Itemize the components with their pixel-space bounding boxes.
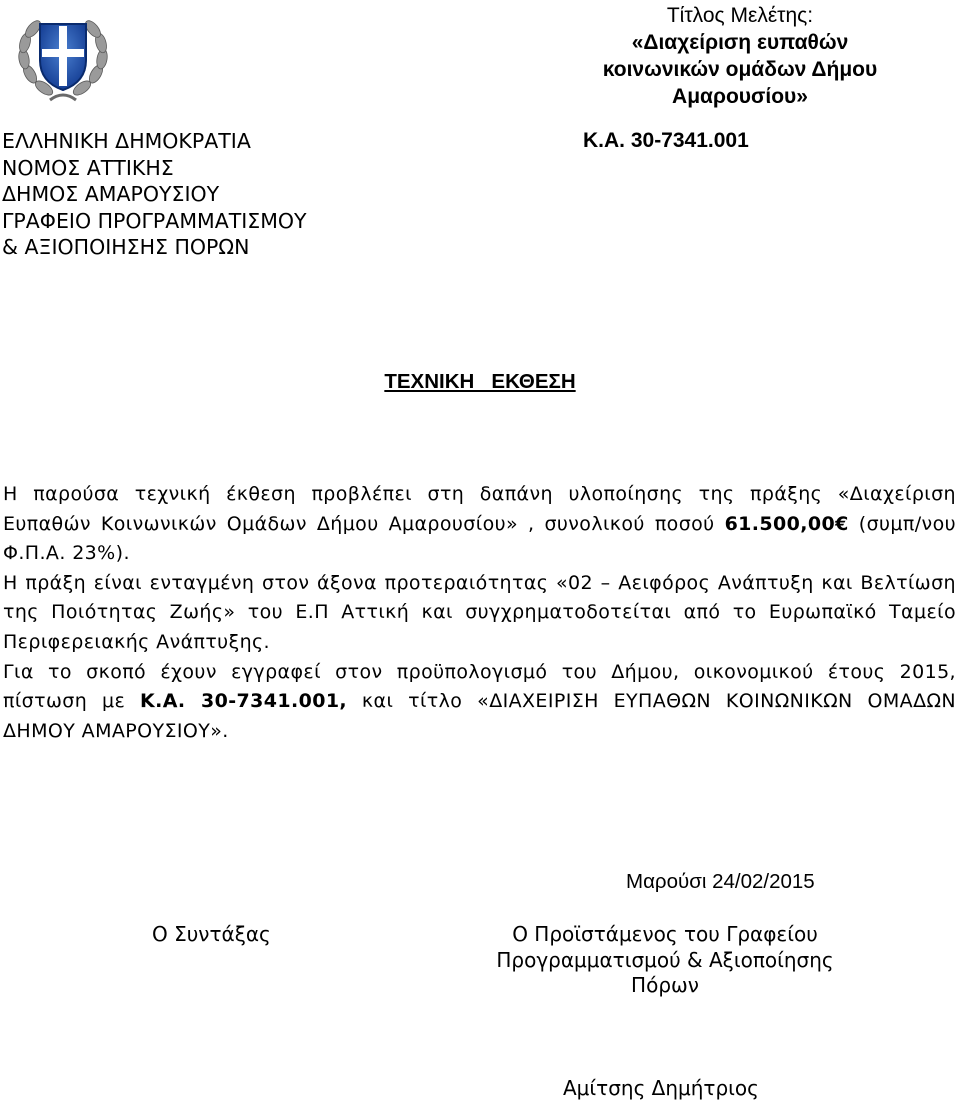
signer-name: Αμίτσης Δημήτριος — [563, 1076, 759, 1100]
place-date: Μαρούσι 24/02/2015 — [626, 870, 815, 893]
authority-line: ΓΡΑΦΕΙΟ ΠΡΟΓΡΑΜΜΑΤΙΣΜΟΥ — [2, 208, 307, 233]
study-title-block — [550, 2, 930, 110]
authority-line: ΕΛΛΗΝΙΚΗ ΔΗΜΟΚΡΑΤΙΑ — [2, 129, 251, 153]
authority-line: ΝΟΜΟΣ ΑΤΤΙΚΗΣ — [2, 155, 174, 180]
office-head-line: Πόρων — [631, 973, 699, 997]
report-body — [3, 480, 956, 746]
document-title: ΤΕΧΝΙΚΗ ΕΚΘΕΣΗ — [384, 370, 576, 393]
authority-line: ΔΗΜΟΣ ΑΜΑΡΟΥΣΙΟΥ — [2, 182, 220, 206]
office-head-line: Ο Προϊστάμενος του Γραφείου — [512, 922, 818, 946]
budget-code: Κ.Α. 30-7341.001 — [583, 129, 749, 152]
composer-label: Ο Συντάξας — [152, 922, 271, 946]
study-title-line: Αμαρουσίου» — [672, 85, 808, 108]
budget-code-inline: Κ.Α. 30-7341.001, — [140, 690, 348, 713]
paragraph-budget: Για το σκοπό έχουν εγγραφεί στον προϋπολογισμό του Δήμου, οικονομικού έτους 2015, πίστωση με Κ.Α. 30-7341.001, και τίτλο «ΔΙΑΧΕΙΡΙΣΗ ΕΥΠΑΘΩΝ ΚΟΙΝΩΝΙΚΩΝ ΟΜΑΔΩΝ ΔΗΜΟΥ ΑΜΑΡΟΥΣΙΟΥ». — [3, 660, 956, 742]
office-head-line: Προγραμματισμού & Αξιοποίησης — [496, 947, 834, 972]
study-title-line: «Διαχείριση ευπαθών — [631, 31, 849, 54]
issuing-authority — [2, 128, 307, 261]
study-title-line: κοινωνικών ομάδων Δήμου — [602, 58, 878, 81]
total-amount: 61.500,00€ — [724, 512, 849, 535]
study-label: Τίτλος Μελέτης: — [666, 4, 814, 27]
office-head-title — [470, 922, 860, 999]
paragraph-scope: Η παρούσα τεχνική έκθεση προβλέπει στη δαπάνη υλοποίησης της πράξης «Διαχείριση Ευπαθών Κοινωνικών Ομάδων Δήμου Αμαρουσίου» , συνολικού ποσού 61.500,00€ (συμπ/νου Φ.Π.Α. 23%). — [3, 483, 956, 565]
authority-line: & ΑΞΙΟΠΟΙΗΣΗΣ ΠΟΡΩΝ — [2, 235, 250, 259]
paragraph-priority-axis: Η πράξη είναι ενταγμένη στον άξονα προτεραιότητας «02 – Αειφόρος Ανάπτυξη και Βελτίωση της Ποιότητας Ζωής» του Ε.Π Αττική και συγχρηματοδοτείται από το Ευρωπαϊκό Ταμείο Περιφερειακής Ανάπτυξης. — [3, 571, 956, 653]
hellenic-republic-emblem-icon — [10, 4, 116, 110]
